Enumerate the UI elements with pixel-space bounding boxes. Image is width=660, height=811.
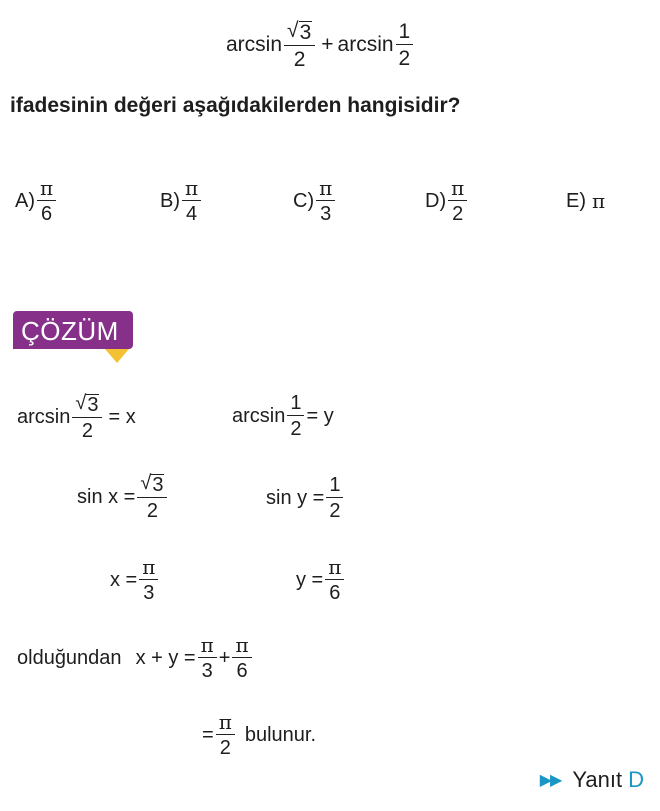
s1r-num: 1	[290, 392, 302, 414]
option-c-num: π	[319, 176, 333, 200]
question-fn-1: arcsin	[226, 33, 283, 56]
s5-fraction	[216, 712, 235, 758]
option-a-value	[37, 178, 56, 224]
option-c[interactable]	[293, 178, 337, 224]
s4-den1: 3	[201, 660, 213, 682]
solution-line3-left	[110, 557, 160, 603]
question-text: ifadesinin değeri aşağıdakilerden hangisidir?	[10, 94, 461, 117]
s3l-num: π	[142, 555, 156, 579]
answer-arrows-icon: ▶▶	[539, 772, 561, 789]
s2r-num: 1	[329, 474, 341, 496]
question-fraction-2	[396, 21, 414, 69]
question-radicand-1: 3	[299, 21, 312, 44]
option-a-num: π	[40, 176, 54, 200]
s1r-den: 2	[290, 418, 302, 440]
option-c-value	[316, 178, 335, 224]
s3r-num: π	[328, 555, 342, 579]
option-b-value	[182, 178, 201, 224]
option-e[interactable]	[566, 189, 605, 213]
answer	[540, 767, 644, 793]
s4-text: olduğundan	[17, 646, 122, 669]
s2r-fraction	[326, 475, 343, 521]
option-b[interactable]	[160, 178, 203, 224]
option-c-den: 3	[320, 203, 332, 225]
option-b-label: B)	[160, 189, 180, 212]
s4-fraction-1	[198, 635, 217, 681]
option-a-label: A)	[15, 189, 35, 212]
s4-lhs: x + y =	[135, 646, 196, 669]
solution-badge	[13, 311, 133, 351]
option-e-value: π	[592, 189, 606, 213]
question-numerator-2: 1	[398, 20, 411, 43]
s4-fraction-2	[232, 635, 251, 681]
answer-label: Yanıt	[572, 767, 623, 792]
s1l-rhs: = x	[108, 405, 136, 428]
s2r-den: 2	[329, 500, 341, 522]
solution-line2-left	[77, 473, 169, 521]
option-b-num: π	[185, 176, 199, 200]
question-fn-2: arcsin	[337, 33, 394, 56]
s3r-fraction	[325, 557, 344, 603]
question-fraction-1: √ 3 2	[284, 20, 315, 70]
s4-plus: +	[218, 646, 231, 669]
s2l-lhs: sin x =	[77, 485, 136, 508]
s4-den2: 6	[236, 660, 248, 682]
s3l-fraction	[139, 557, 158, 603]
option-d-value	[448, 178, 467, 224]
solution-line3-right	[296, 557, 346, 603]
s2l-fraction: √ 3 2	[137, 473, 167, 521]
option-a[interactable]	[15, 178, 58, 224]
s2l-radicand: 3	[152, 474, 164, 496]
question-plus: +	[321, 33, 334, 56]
solution-line5	[202, 712, 316, 758]
s3r-den: 6	[329, 582, 341, 604]
solution-line2-right	[266, 475, 345, 521]
option-d-den: 2	[452, 203, 464, 225]
s4-num1: π	[200, 633, 214, 657]
s2r-lhs: sin y =	[266, 486, 325, 509]
option-d-num: π	[451, 176, 465, 200]
option-d[interactable]	[425, 178, 469, 224]
s3r-lhs: y =	[296, 568, 324, 591]
s1l-fn: arcsin	[17, 405, 71, 428]
s5-eq: =	[202, 723, 214, 746]
s4-num2: π	[235, 633, 249, 657]
s1r-fn: arcsin	[232, 404, 286, 427]
s2l-den: 2	[146, 500, 158, 522]
s3l-lhs: x =	[110, 568, 138, 591]
s1l-fraction: √ 3 2	[72, 393, 102, 441]
option-c-label: C)	[293, 189, 315, 212]
solution-badge-label: ÇÖZÜM	[21, 316, 119, 346]
option-a-den: 6	[41, 203, 53, 225]
s5-text: bulunur.	[244, 723, 317, 746]
s1l-den: 2	[81, 420, 93, 442]
s1l-radicand: 3	[87, 394, 99, 416]
s1r-fraction	[287, 393, 304, 439]
solution-line4	[17, 635, 254, 681]
option-d-label: D)	[425, 189, 447, 212]
solution-line1-left	[17, 393, 136, 441]
question-denominator-1: 2	[293, 48, 306, 71]
s3l-den: 3	[143, 582, 155, 604]
option-b-den: 4	[186, 203, 198, 225]
badge-triangle-decoration	[105, 349, 129, 363]
s1r-rhs: = y	[306, 404, 334, 427]
s5-num: π	[218, 710, 232, 734]
solution-line1-right	[232, 393, 334, 439]
answer-letter: D	[628, 767, 644, 792]
option-e-label: E)	[566, 189, 586, 212]
s5-den: 2	[219, 737, 231, 759]
question-denominator-2: 2	[398, 47, 411, 70]
question-expression	[226, 20, 415, 70]
